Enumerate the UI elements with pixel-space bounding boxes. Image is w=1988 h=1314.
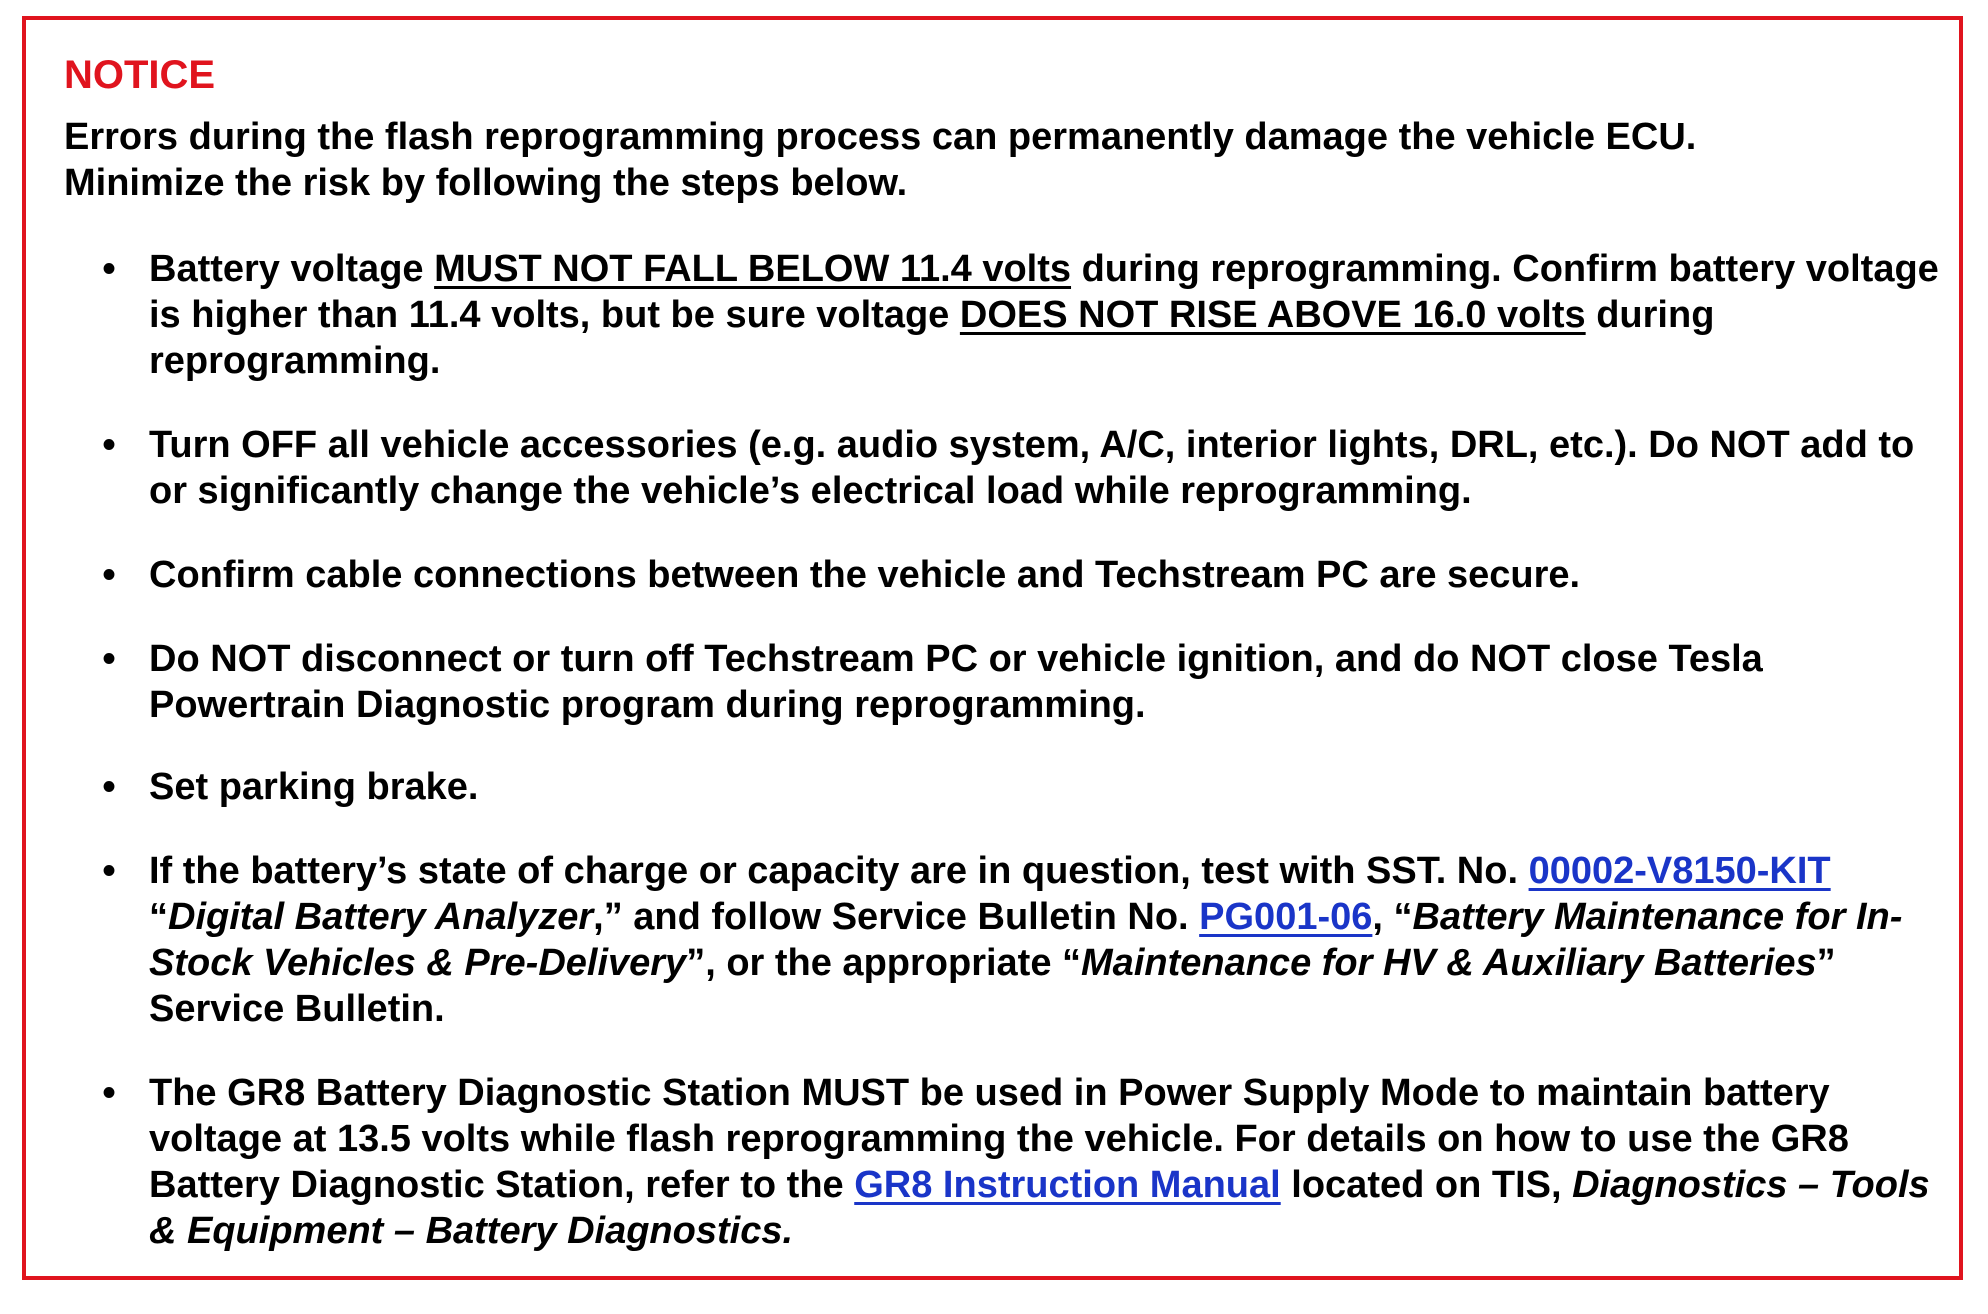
- italic-text: Battery Maintenance for In-Stock Vehicles & Pre-Delivery: [149, 896, 1903, 984]
- bullet-icon: •: [102, 850, 116, 892]
- intro-line-2: Minimize the risk by following the steps below.: [64, 162, 908, 204]
- italic-text: Digital Battery Analyzer: [168, 896, 594, 938]
- intro-line-1: Errors during the flash reprogramming process can permanently damage the vehicle ECU.: [64, 116, 1697, 158]
- bullet-text: Set parking brake.: [149, 766, 479, 808]
- bullet-text: [149, 1070, 1939, 1254]
- notice-title: NOTICE: [64, 53, 216, 97]
- text-span: The GR8 Battery Diagnostic Station MUST be used in Power Supply Mode to maintain battery voltage at 13.5 volts while flash reprogramming the vehicle. For details on how to use the GR8 Battery Diagnostic Station, refer to the: [149, 1072, 1849, 1206]
- text-span: ,” and follow Service Bulletin No.: [593, 896, 1200, 938]
- bullet-icon: •: [102, 424, 116, 466]
- notice-box: [22, 16, 1963, 1280]
- text-span: Battery voltage: [149, 248, 435, 290]
- bullet-icon: •: [102, 248, 116, 290]
- underlined-text: MUST NOT FALL BELOW 11.4 volts: [434, 248, 1072, 290]
- underlined-text: DOES NOT RISE ABOVE 16.0 volts: [959, 294, 1586, 336]
- text-span: during reprogramming. Confirm battery voltage is higher than 11.4 volts, but be sure voltage: [149, 248, 1939, 336]
- text-span: , “: [1372, 896, 1413, 938]
- text-span: “: [149, 896, 168, 938]
- text-span: If the battery’s state of charge or capacity are in question, test with SST. No.: [149, 850, 1529, 892]
- italic-text: Maintenance for HV & Auxiliary Batteries: [1081, 942, 1817, 984]
- italic-text: Diagnostics – Tools & Equipment – Battery Diagnostics.: [149, 1164, 1930, 1252]
- service-bulletin-link[interactable]: PG001-06: [1199, 896, 1373, 938]
- text-span: located on TIS,: [1280, 1164, 1573, 1206]
- bullet-text: [149, 848, 1939, 1032]
- bullet-text: Turn OFF all vehicle accessories (e.g. audio system, A/C, interior lights, DRL, etc.). Do NOT add to or significantly change the vehicle’s electrical load while reprogramming.: [149, 424, 1915, 512]
- gr8-manual-link[interactable]: GR8 Instruction Manual: [854, 1164, 1281, 1206]
- bullet-text: Confirm cable connections between the vehicle and Techstream PC are secure.: [149, 554, 1581, 596]
- bullet-icon: •: [102, 1072, 116, 1114]
- bullet-icon: •: [102, 766, 116, 808]
- text-span: ”, or the appropriate “: [686, 942, 1082, 984]
- sst-kit-link[interactable]: 00002-V8150-KIT: [1528, 850, 1831, 892]
- text-span: ” Service Bulletin.: [149, 942, 1836, 1030]
- text-span: during reprogramming.: [149, 294, 1715, 382]
- bullet-icon: •: [102, 638, 116, 680]
- notice-intro: [64, 114, 1944, 206]
- bullet-text: Do NOT disconnect or turn off Techstream PC or vehicle ignition, and do NOT close Tesla Powertrain Diagnostic program during reprogramming.: [149, 638, 1763, 726]
- bullet-icon: •: [102, 554, 116, 596]
- bullet-text: [149, 246, 1939, 384]
